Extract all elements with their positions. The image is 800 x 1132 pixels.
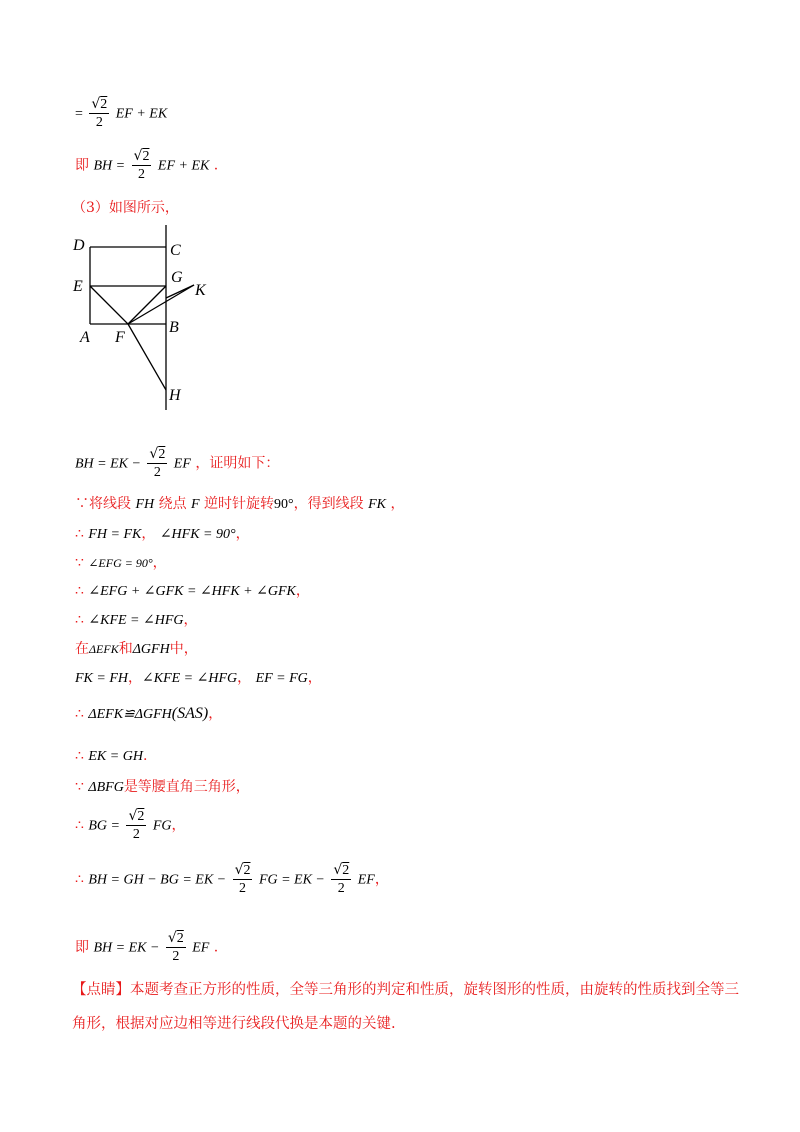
fraction-sqrt2-over-2: $\frac{√2}{2}$ [167, 930, 184, 964]
comment-line-1: 【点睛】本题考查正方形的性质，全等三角形的判定和性质，旋转图形的性质，由旋转的性质找到全等三 [72, 982, 739, 998]
label-D: D [73, 237, 85, 254]
line-11: FK = FH，∠KFE = ∠HFG， EF = FG， [75, 670, 322, 686]
label-F: F [115, 329, 125, 346]
line-13: ∴ EK = GH. [75, 748, 148, 764]
line-14: ∵ ΔBFG是等腰直角三角形， [75, 779, 250, 795]
geometry-figure [70, 225, 230, 420]
fraction-sqrt2-over-2: $\frac{√2}{2}$ [333, 862, 350, 896]
fraction-sqrt2-over-2: $\frac{√2}{2}$ [91, 96, 108, 130]
label-A: A [80, 329, 90, 346]
line-claim: BH = EK − $\frac{√2}{2}$ EF ，证明如下： [75, 446, 280, 480]
line-conclusion-2: 即 BH = $\frac{√2}{2}$ EF + EK . [75, 148, 219, 182]
line-16: ∴ BH = GH − BG = EK − $\frac{√2}{2}$ FG = EK − $\frac{√2}{2}$ EF， [75, 862, 389, 896]
line-6: ∴ FH = FK， ∠HFK = 90°， [75, 526, 250, 542]
label-K: K [195, 282, 206, 299]
fraction-sqrt2-over-2: $\frac{√2}{2}$ [133, 148, 150, 182]
line-8: ∴ ∠EFG + ∠GFK = ∠HFK + ∠GFK， [75, 583, 310, 599]
comment-line-2: 角形，根据对应边相等进行线段代换是本题的关键. [72, 1016, 396, 1032]
line-17: 即 BH = EK − $\frac{√2}{2}$ EF . [75, 930, 219, 964]
line-15: ∴ BG = $\frac{√2}{2}$ FG， [75, 808, 186, 842]
fraction-sqrt2-over-2: $\frac{√2}{2}$ [234, 862, 251, 896]
label-B: B [169, 319, 179, 336]
label-G: G [171, 269, 183, 286]
line-7: ∵ ∠EFG = 90°， [75, 555, 167, 571]
fraction-sqrt2-over-2: $\frac{√2}{2}$ [128, 808, 145, 842]
line-9: ∴ ∠KFE = ∠HFG， [75, 612, 198, 628]
line-eq-1: = $\frac{√2}{2}$ EF + EK [75, 96, 168, 130]
fraction-sqrt2-over-2: $\frac{√2}{2}$ [149, 446, 166, 480]
line-12: ∴ ΔEFK≌ΔGFH(SAS)， [75, 705, 223, 722]
part-3-heading: （3）如图所示， [72, 200, 179, 216]
label-E: E [73, 278, 83, 295]
comment-tag: 【点睛】 [72, 982, 130, 998]
line-10: 在ΔEFK和ΔGFH中， [75, 641, 198, 657]
line-rotation: ∵将线段 FH 绕点 F 逆时针旋转90°，得到线段 FK ， [75, 496, 405, 512]
label-C: C [170, 242, 181, 259]
label-H: H [169, 387, 181, 404]
